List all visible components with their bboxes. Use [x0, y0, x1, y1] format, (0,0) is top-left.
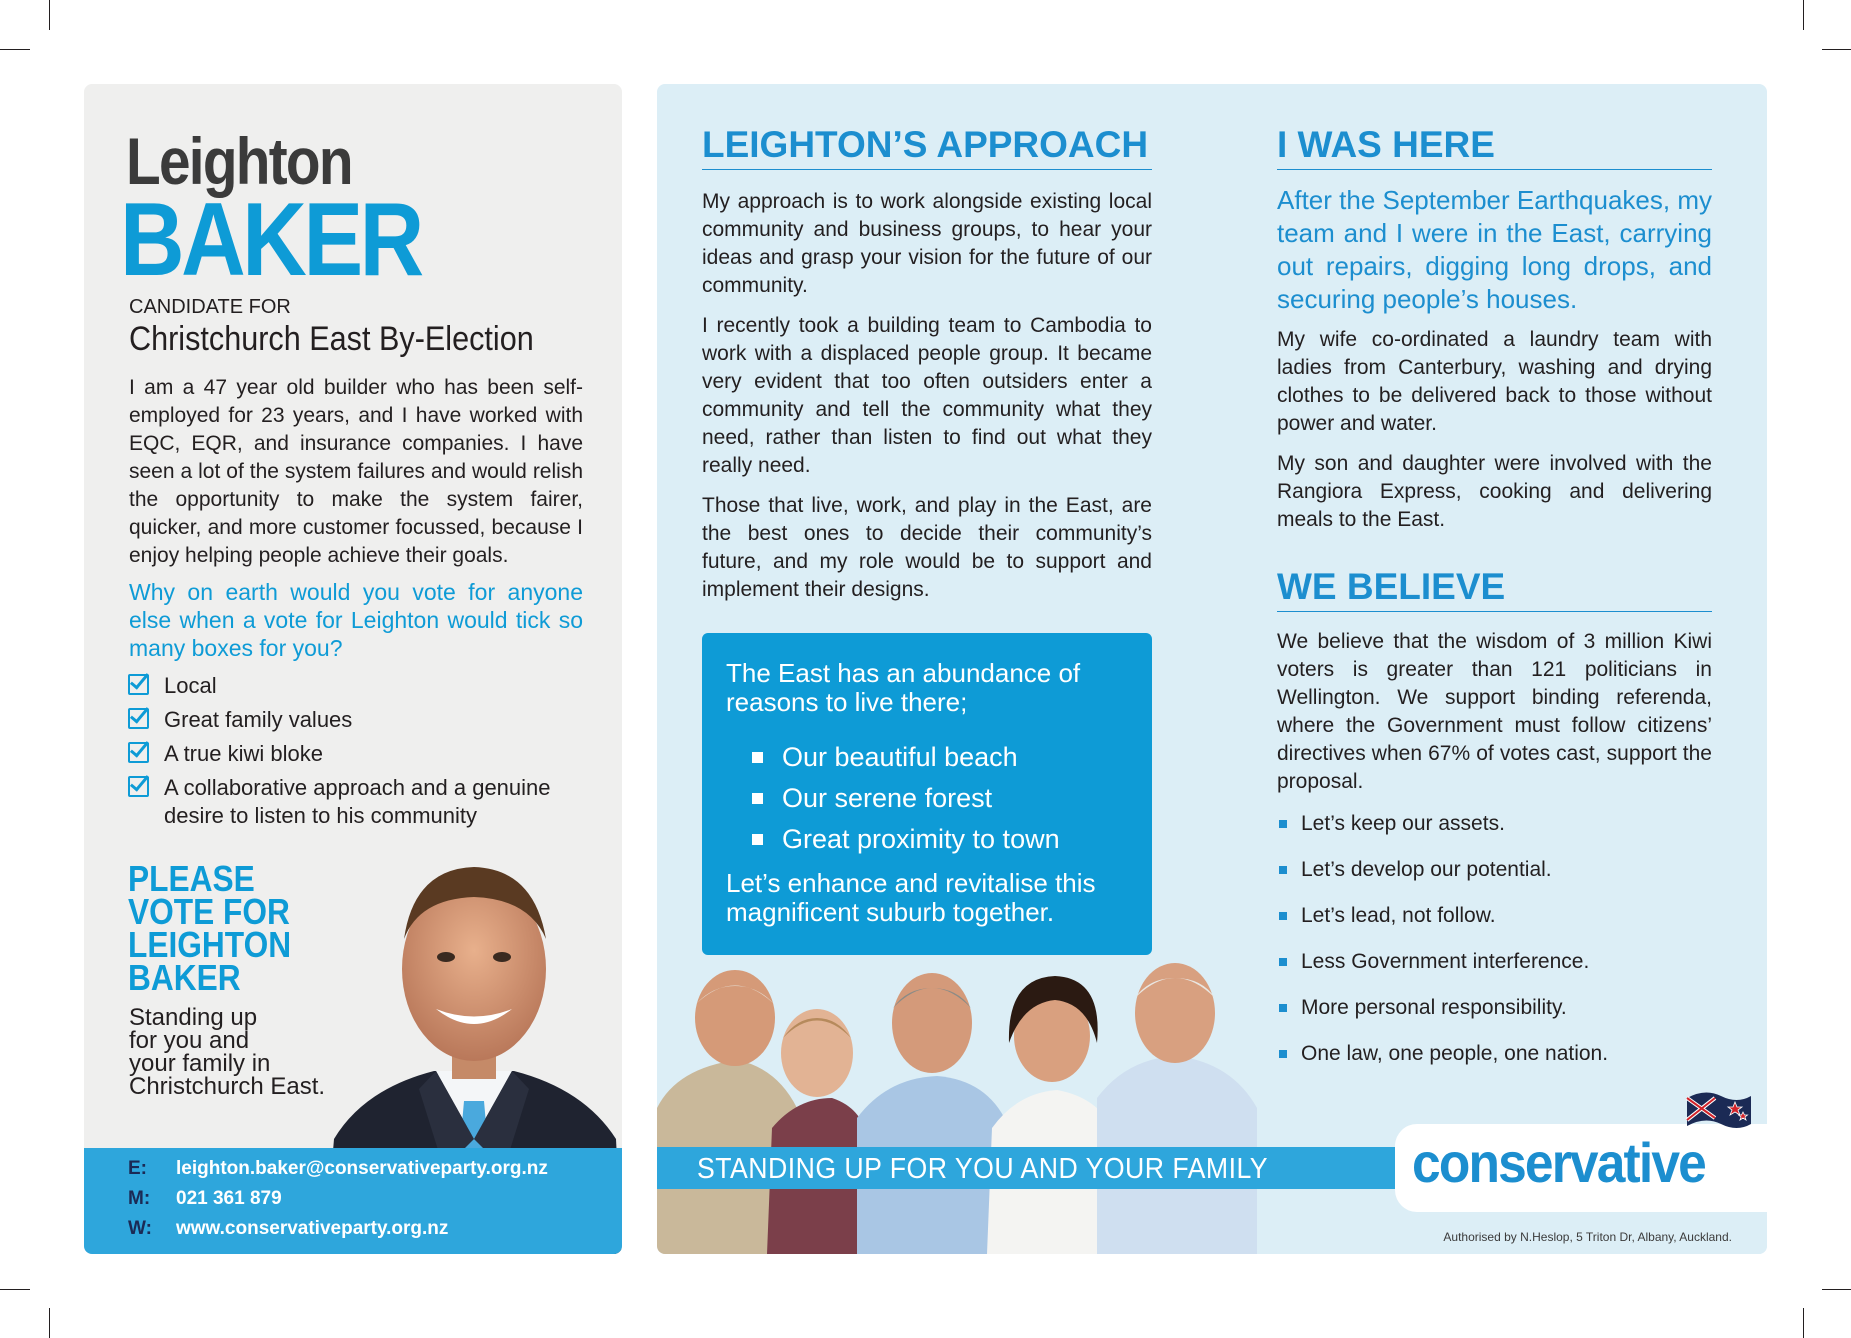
- content-panel: [657, 84, 1767, 1254]
- i-was-here-paragraph: My wife co-ordinated a laundry team with ladies from Canterbury, washing and drying clothes to be delivered back to those without power and water.: [1277, 328, 1712, 435]
- crop-mark: [1822, 49, 1851, 50]
- checklist-item: Local: [128, 672, 588, 700]
- contact-web: W: www.conservativeparty.org.nz: [128, 1218, 449, 1239]
- bullet-icon: [1279, 1050, 1287, 1058]
- i-was-here-lead: After the September Earthquakes, my team and I were in the East, carrying out repairs, digging long drops, and securing people’s houses.: [1277, 185, 1712, 314]
- bullet-icon: [1279, 820, 1287, 828]
- bullet-icon: [752, 752, 763, 763]
- belief-item: One law, one people, one nation.: [1277, 1040, 1712, 1068]
- contact-email: E: leighton.baker@conservativeparty.org.nz: [128, 1158, 548, 1179]
- nz-flag-icon: [1685, 1088, 1753, 1132]
- bullet-icon: [1279, 1004, 1287, 1012]
- checklist-item: A true kiwi bloke: [128, 740, 588, 768]
- crop-mark: [49, 1308, 50, 1338]
- approach-paragraph: Those that live, work, and play in the East, are the best ones to decide their community’s future, and my role would be to support and implement their designs.: [702, 494, 1152, 601]
- belief-item: More personal responsibility.: [1277, 994, 1712, 1022]
- contact-mobile: M: 021 361 879: [128, 1188, 282, 1209]
- belief-item: Less Government interference.: [1277, 948, 1712, 976]
- checklist-item: A collaborative approach and a genuine desire to listen to his community: [128, 774, 588, 830]
- candidate-last-name: BAKER: [120, 182, 421, 298]
- standing-up-text: Standing up for you and your family in Christchurch East.: [129, 1004, 326, 1100]
- approach-paragraph: I recently took a building team to Cambodia to work with a displaced people group. It became very evident that too often outsiders enter a community and tell the community what they need, rather than listen to find out what they really need.: [702, 314, 1152, 477]
- i-was-here-text: [1277, 326, 1712, 546]
- crop-mark: [0, 1289, 30, 1290]
- reasons-box: [702, 633, 1152, 955]
- reason-item: Our serene forest: [752, 778, 1060, 819]
- reasons-list: [752, 737, 1060, 860]
- website-link[interactable]: www.conservativeparty.org.nz: [176, 1218, 449, 1239]
- crop-mark: [0, 49, 30, 50]
- bullet-icon: [752, 793, 763, 804]
- we-believe-paragraph: We believe that the wisdom of 3 million Kiwi voters is greater than 121 politicians in Wellington. We support binding referenda, where the Government must follow citizens’ directives when 67% of votes cast, support the proposal.: [1277, 630, 1712, 793]
- belief-item: Let’s lead, not follow.: [1277, 902, 1712, 930]
- candidate-for-label: CANDIDATE FOR: [129, 296, 291, 318]
- belief-item: Let’s develop our potential.: [1277, 856, 1712, 884]
- tagline: STANDING UP FOR YOU AND YOUR FAMILY: [697, 1153, 1269, 1185]
- crop-mark: [49, 0, 50, 30]
- approach-heading: LEIGHTON’S APPROACH: [702, 126, 1152, 170]
- candidate-panel: [84, 84, 622, 1254]
- checkbox-icon: [128, 776, 149, 797]
- conservative-logo: conservative: [1412, 1131, 1705, 1194]
- checkbox-icon: [128, 674, 149, 695]
- approach-paragraph: My approach is to work alongside existing local community and business groups, to hear your ideas and grasp your vision for the future of our community.: [702, 190, 1152, 297]
- bullet-icon: [1279, 912, 1287, 920]
- vote-question: Why on earth would you vote for anyone else when a vote for Leighton would tick so many boxes for you?: [129, 579, 583, 661]
- reason-item: Our beautiful beach: [752, 737, 1060, 778]
- checkbox-icon: [128, 708, 149, 729]
- candidate-bio: I am a 47 year old builder who has been self-employed for 23 years, and I have worked with EQC, EQR, and insurance companies. I have seen a lot of the system failures and would relish the opportunity to make the system fairer, quicker, and more customer focussed, because I enjoy helping people achieve their goals.: [129, 376, 583, 567]
- phone-number[interactable]: 021 361 879: [176, 1188, 282, 1209]
- authorised-statement: Authorised by N.Heslop, 5 Triton Dr, Albany, Auckland.: [1443, 1230, 1732, 1244]
- bullet-icon: [1279, 866, 1287, 874]
- we-believe-list: [1277, 810, 1712, 1086]
- crop-mark: [1803, 1308, 1804, 1338]
- vote-callout: PLEASE VOTE FOR LEIGHTON BAKER: [128, 858, 292, 998]
- qualities-checklist: [128, 672, 588, 836]
- checklist-item: Great family values: [128, 706, 588, 734]
- i-was-here-heading: I WAS HERE: [1277, 126, 1712, 170]
- i-was-here-paragraph: My son and daughter were involved with the Rangiora Express, cooking and delivering meals to the East.: [1277, 452, 1712, 531]
- contact-bar: [84, 1148, 622, 1254]
- candidate-first-name: Leighton: [126, 124, 352, 198]
- checkbox-icon: [128, 742, 149, 763]
- crop-mark: [1822, 1289, 1851, 1290]
- belief-item: Let’s keep our assets.: [1277, 810, 1712, 838]
- crop-mark: [1803, 0, 1804, 30]
- reasons-outro: Let’s enhance and revitalise this magnificent suburb together.: [726, 868, 1096, 927]
- approach-text: [702, 188, 1152, 616]
- election-title: Christchurch East By-Election: [129, 320, 534, 358]
- we-believe-heading: WE BELIEVE: [1277, 568, 1712, 612]
- reason-item: Great proximity to town: [752, 819, 1060, 860]
- email-link[interactable]: leighton.baker@conservativeparty.org.nz: [176, 1158, 548, 1179]
- reasons-intro: The East has an abundance of reasons to live there;: [726, 658, 1081, 717]
- bullet-icon: [752, 834, 763, 845]
- bullet-icon: [1279, 958, 1287, 966]
